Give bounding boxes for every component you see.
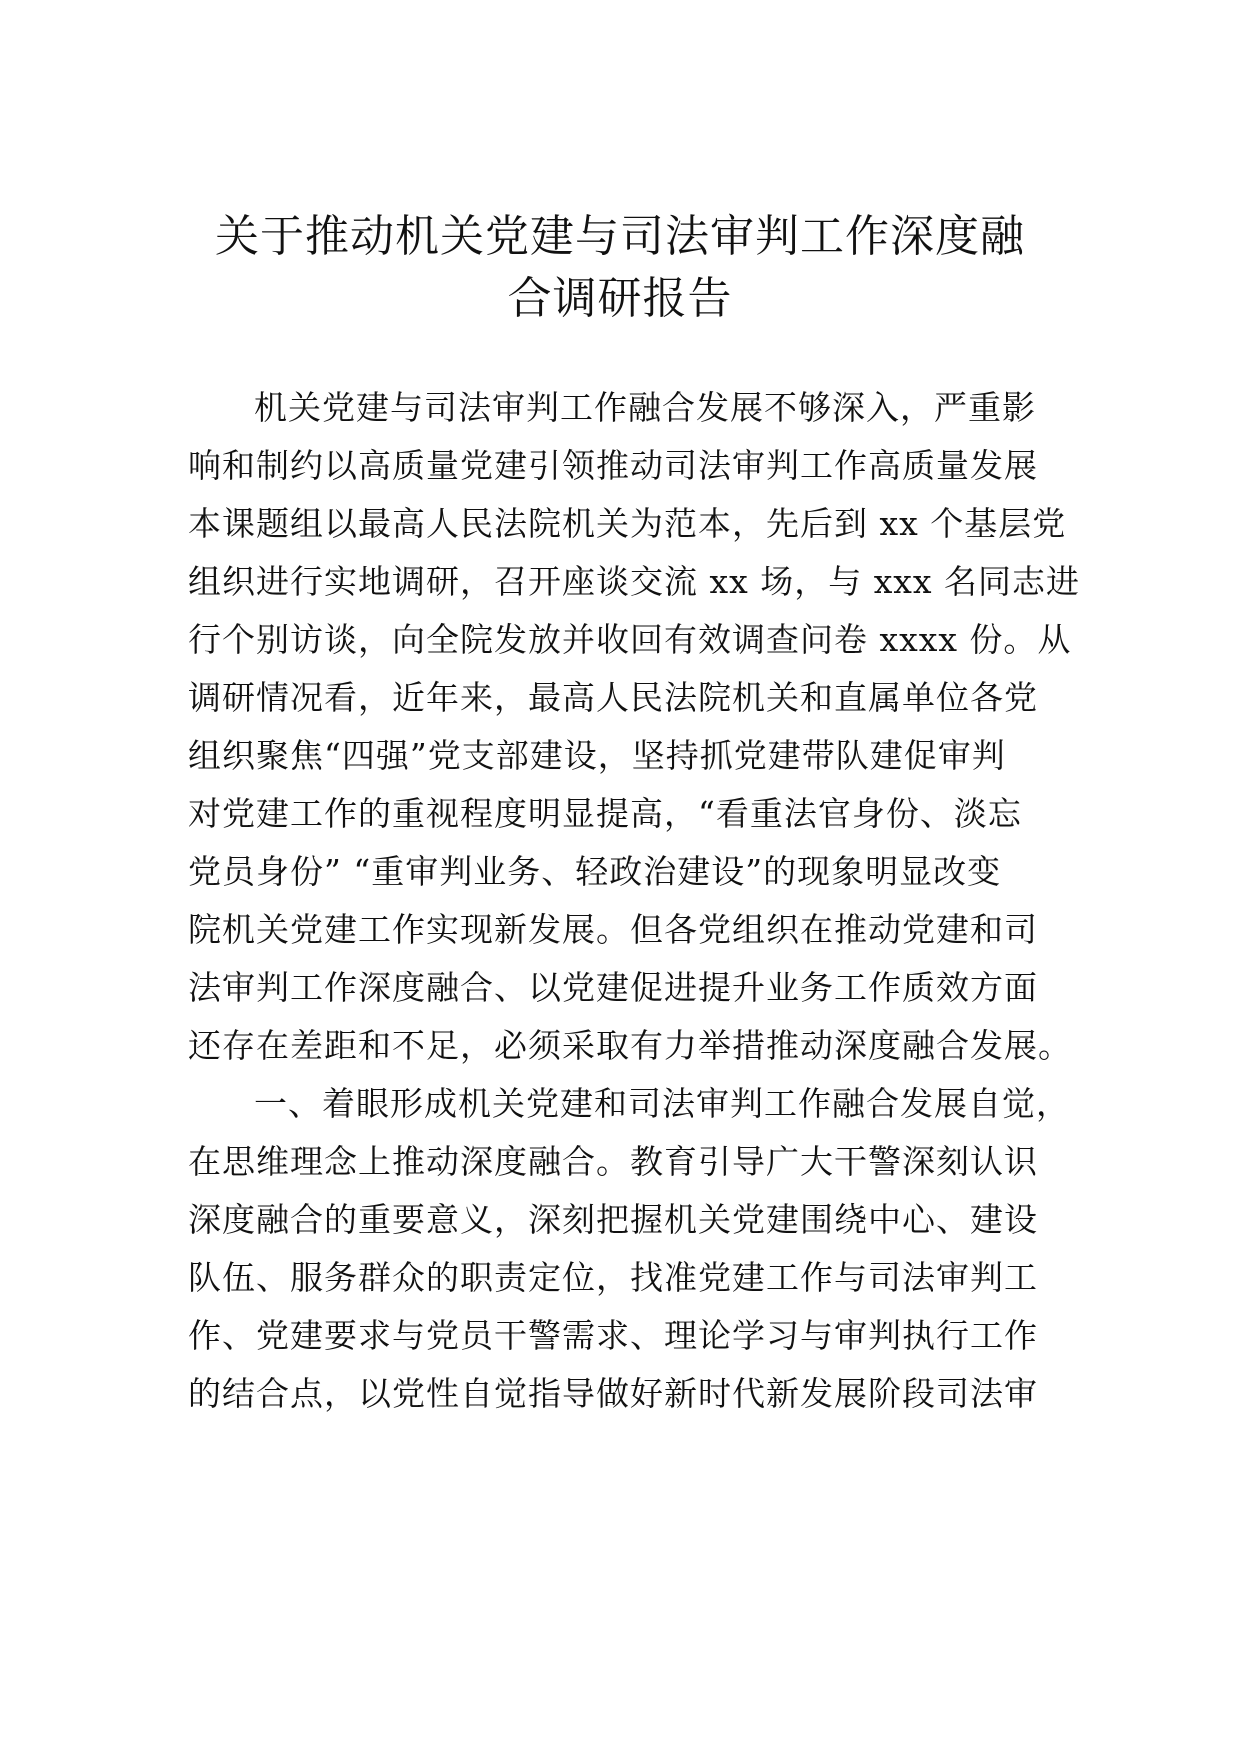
title-line-1: 关于推动机关党建与司法审判工作深度融 (215, 211, 1025, 262)
paragraph-1-line-1: 机关党建与司法审判工作融合发展不够深入，严重影 (254, 388, 1036, 427)
paragraph-2-line-3: 深度融合的重要意义，深刻把握机关党建围绕中心、建设 (188, 1200, 1038, 1239)
paragraph-2-line-5: 作、党建要求与党员干警需求、理论学习与审判执行工作 (188, 1316, 1038, 1355)
paragraph-1-line-12: 还存在差距和不足，必须采取有力举措推动深度融合发展。 (188, 1026, 1072, 1065)
paragraph-1-line-5: 行个别访谈，向全院发放并收回有效调查问卷 xxxx 份。从 (188, 620, 1072, 659)
paragraph-1-line-7: 组织聚焦“四强”党支部建设，坚持抓党建带队建促审判 (188, 736, 1006, 775)
paragraph-2-line-4: 队伍、服务群众的职责定位，找准党建工作与司法审判工 (188, 1258, 1038, 1297)
paragraph-1-line-11: 法审判工作深度融合、以党建促进提升业务工作质效方面 (188, 968, 1038, 1007)
paragraph-2-line-1: 一、着眼形成机关党建和司法审判工作融合发展自觉， (254, 1084, 1070, 1123)
paragraph-2-line-6: 的结合点，以党性自觉指导做好新时代新发展阶段司法审 (188, 1374, 1038, 1413)
paragraph-1-line-3: 本课题组以最高人民法院机关为范本，先后到 xx 个基层党 (188, 504, 1067, 543)
paragraph-1-line-9: 党员身份” “重审判业务、轻政治建设”的现象明显改变 (188, 852, 1002, 891)
paragraph-1-line-8: 对党建工作的重视程度明显提高，“看重法官身份、淡忘 (188, 794, 1022, 833)
paragraph-2-line-2: 在思维理念上推动深度融合。教育引导广大干警深刻认识 (188, 1142, 1038, 1181)
document-title (150, 206, 1090, 330)
paragraph-1-line-4: 组织进行实地调研，召开座谈交流 xx 场，与 xxx 名同志进 (188, 562, 1081, 601)
paragraph-1-line-10: 院机关党建工作实现新发展。但各党组织在推动党建和司 (188, 910, 1038, 949)
paragraph-1-line-2: 响和制约以高质量党建引领推动司法审判工作高质量发展 (188, 446, 1038, 485)
paragraph-1-line-6: 调研情况看，近年来，最高人民法院机关和直属单位各党 (188, 678, 1038, 717)
title-line-2: 合调研报告 (507, 273, 733, 324)
